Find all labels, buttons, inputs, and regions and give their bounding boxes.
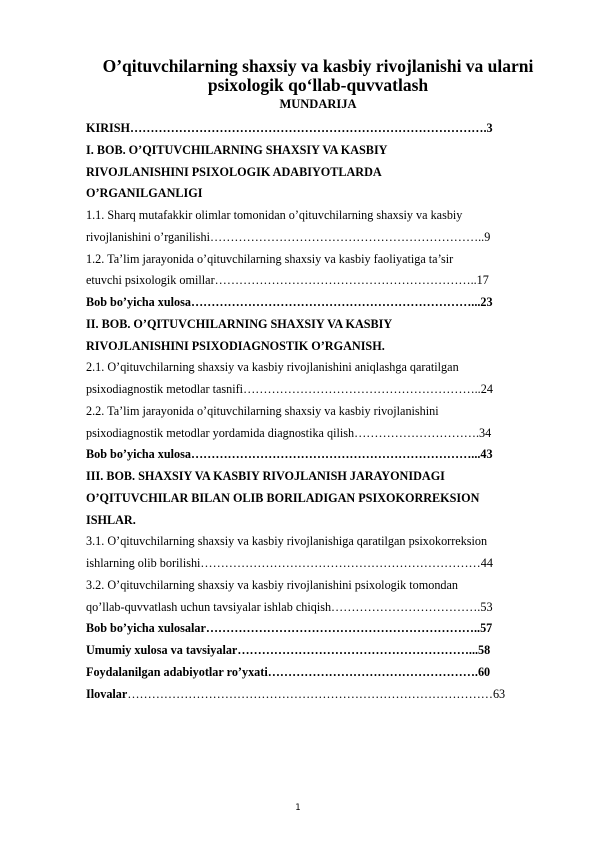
document-title: O’qituvchilarning shaxsiy va kasbiy rivojlanishi va ularni psixologik qo‘llab-quvvatlash — [102, 56, 534, 95]
toc-entry: 1.2. Ta’lim jarayonida o’qituvchilarning shaxsiy va kasbiy faoliyatiga ta’sir — [86, 251, 454, 266]
toc-entry: Bob bo’yicha xulosa……………………………………………………………...43 — [86, 447, 493, 462]
toc-entry: 2.1. O’qituvchilarning shaxsiy va kasbiy rivojlanishini aniqlashga qaratilgan — [86, 360, 459, 375]
toc-entry: qo’llab-quvvatlash uchun tavsiyalar ishlab chiqish……………………………….53 — [86, 599, 493, 614]
toc-entry: rivojlanishini o’rganilishi…………………………………………………………..9 — [86, 229, 491, 244]
toc-entry: RIVOJLANISHINI PSIXODIAGNOSTIK O’RGANISH. — [86, 338, 385, 353]
toc-entry: etuvchi psixologik omillar………………………………………………………..17 — [86, 273, 489, 288]
toc-entry: KIRISH…………………………………………………………………………….3 — [86, 121, 493, 135]
toc-entry: Foydalanilgan adabiyotlar ro’yxati…………………………………………….60 — [86, 664, 491, 679]
toc-entry: II. BOB. O’QITUVCHILARNING SHAXSIY VA KASBIY — [86, 316, 393, 331]
table-of-contents — [86, 118, 555, 705]
toc-entry: psixodiagnostik metodlar yordamida diagnostika qilish………………………….34 — [86, 425, 492, 440]
toc-entry: ishlarning olib borilishi……………………………………………………………44 — [86, 556, 493, 570]
toc-entry: psixodiagnostik metodlar tasnifi…………………………………………………..24 — [86, 382, 493, 396]
toc-entry: 3.2. O’qituvchilarning shaxsiy va kasbiy rivojlanishini psixologik tomondan — [86, 577, 459, 592]
contents-heading: MUNDARIJA — [279, 97, 357, 111]
toc-entry: ISHLAR. — [86, 512, 136, 527]
toc-entry: III. BOB. SHAXSIY VA KASBIY RIVOJLANISH JARAYONIDAGI — [86, 469, 445, 483]
toc-entry: O’QITUVCHILAR BILAN OLIB BORILADIGAN PSIXOKORREKSION — [86, 490, 480, 505]
toc-entry: I. BOB. O’QITUVCHILARNING SHAXSIY VA KASBIY — [86, 142, 388, 157]
toc-entry: Umumiy xulosa va tavsiyalar…………………………………………………...58 — [86, 643, 491, 657]
page-number: 1 — [295, 803, 301, 813]
toc-entry: RIVOJLANISHINI PSIXOLOGIK ADABIYOTLARDA — [86, 164, 382, 179]
toc-entry: 2.2. Ta’lim jarayonida o’qituvchilarning shaxsiy va kasbiy rivojlanishini — [86, 403, 439, 418]
toc-entry: O’RGANILGANLIGI — [86, 186, 203, 201]
toc-entry: 3.1. O’qituvchilarning shaxsiy va kasbiy rivojlanishiga qaratilgan psixokorreksion — [86, 534, 488, 549]
toc-entry: Ilovalar………………………………………………………………………………63 — [86, 686, 506, 701]
toc-entry: 1.1. Sharq mutafakkir olimlar tomonidan o’qituvchilarning shaxsiy va kasbiy — [86, 208, 463, 222]
toc-entry: Bob bo’yicha xulosalar…………………………………………………………..57 — [86, 621, 493, 636]
toc-entry: Bob bo’yicha xulosa……………………………………………………………...23 — [86, 295, 493, 309]
